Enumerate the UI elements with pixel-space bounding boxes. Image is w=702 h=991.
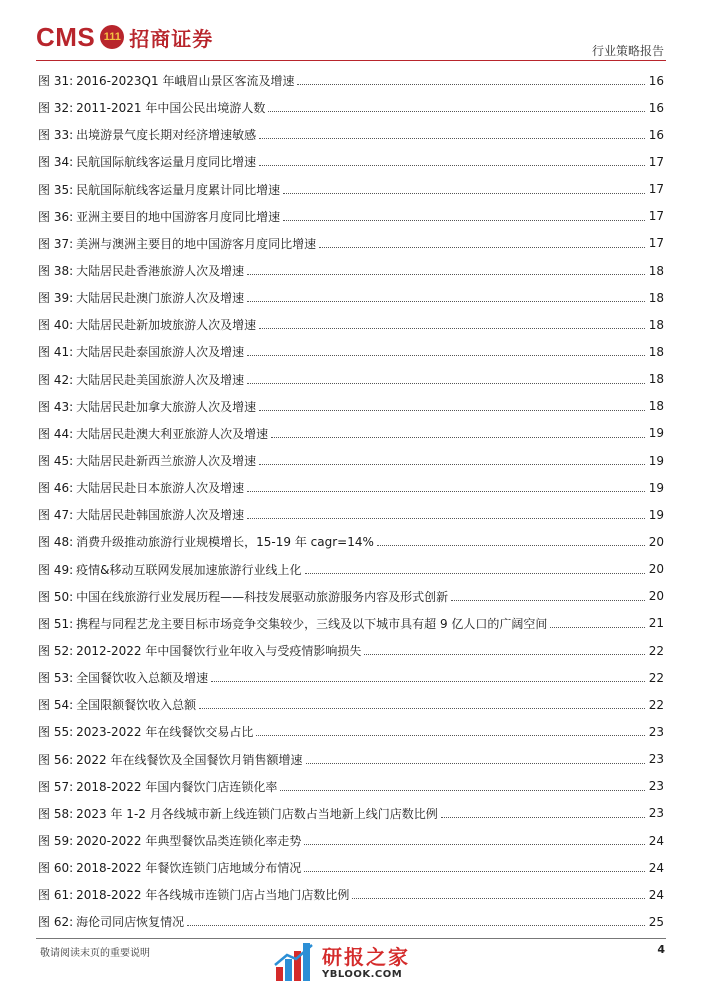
logo-latin-text: CMS — [36, 21, 96, 52]
watermark-chinese: 研报之家 — [322, 944, 410, 969]
toc-entry[interactable] — [38, 284, 664, 311]
figure-page-number: 16 — [648, 127, 664, 142]
leader-dots — [305, 573, 646, 574]
figure-page-number: 20 — [648, 562, 664, 577]
figure-page-number: 17 — [648, 236, 664, 251]
leader-dots — [187, 925, 645, 926]
toc-entry[interactable] — [38, 148, 664, 175]
leader-dots — [441, 817, 645, 818]
leader-dots — [259, 464, 645, 465]
figure-page-number: 20 — [648, 589, 664, 604]
figure-page-number: 21 — [648, 616, 664, 631]
figure-title: 大陆居民赴新加坡旅游人次及增速 — [76, 316, 259, 333]
toc-entry[interactable] — [38, 447, 664, 474]
toc-entry[interactable] — [38, 311, 664, 338]
figure-page-number: 22 — [648, 643, 664, 658]
toc-entry[interactable] — [38, 773, 664, 800]
figure-title: 大陆居民赴澳门旅游人次及增速 — [76, 289, 247, 306]
figure-title: 消费升级推动旅游行业规模增长，15-19 年 cagr=14% — [76, 533, 377, 550]
figure-page-number: 17 — [648, 154, 664, 169]
figure-label: 图 62: — [38, 913, 76, 930]
figure-page-number: 16 — [648, 73, 664, 88]
figure-page-number: 16 — [648, 100, 664, 115]
footer-divider — [36, 938, 666, 939]
leader-dots — [259, 328, 645, 329]
figure-page-number: 23 — [648, 752, 664, 767]
leader-dots — [247, 518, 645, 519]
toc-entry[interactable] — [38, 556, 664, 583]
leader-dots — [268, 111, 645, 112]
figure-label: 图 61: — [38, 886, 76, 903]
figure-label: 图 36: — [38, 208, 76, 225]
figure-title: 大陆居民赴泰国旅游人次及增速 — [76, 343, 247, 360]
toc-entry[interactable] — [38, 420, 664, 447]
toc-entry[interactable] — [38, 230, 664, 257]
toc-entry[interactable] — [38, 257, 664, 284]
toc-entry[interactable] — [38, 746, 664, 773]
leader-dots — [352, 898, 645, 899]
figure-label: 图 50: — [38, 588, 76, 605]
leader-dots — [297, 84, 645, 85]
toc-entry[interactable] — [38, 664, 664, 691]
figure-page-number: 17 — [648, 182, 664, 197]
figure-title: 大陆居民赴美国旅游人次及增速 — [76, 371, 247, 388]
page-number: 4 — [657, 943, 665, 956]
figure-page-number: 18 — [648, 372, 664, 387]
figure-title: 大陆居民赴日本旅游人次及增速 — [76, 479, 247, 496]
figure-label: 图 42: — [38, 371, 76, 388]
figure-label: 图 41: — [38, 343, 76, 360]
figure-title: 2023 年 1-2 月各线城市新上线连锁门店数占当地新上线门店数比例 — [76, 805, 441, 822]
leader-dots — [247, 274, 645, 275]
figure-page-number: 24 — [648, 860, 664, 875]
leader-dots — [259, 410, 645, 411]
figure-label: 图 53: — [38, 669, 76, 686]
figure-label: 图 46: — [38, 479, 76, 496]
figure-page-number: 18 — [648, 290, 664, 305]
leader-dots — [283, 193, 645, 194]
toc-entry[interactable] — [38, 610, 664, 637]
figure-title: 全国餐饮收入总额及增速 — [76, 669, 211, 686]
figure-title: 中国在线旅游行业发展历程——科技发展驱动旅游服务内容及形式创新 — [76, 588, 451, 605]
figure-label: 图 39: — [38, 289, 76, 306]
figure-list — [38, 67, 664, 936]
figure-label: 图 31: — [38, 72, 76, 89]
figure-title: 全国限额餐饮收入总额 — [76, 696, 199, 713]
figure-title: 2018-2022 年餐饮连锁门店地域分布情况 — [76, 859, 304, 876]
logo-chinese-text: 招商证券 — [129, 26, 214, 51]
toc-entry[interactable] — [38, 121, 664, 148]
figure-page-number: 24 — [648, 833, 664, 848]
figure-title: 大陆居民赴新西兰旅游人次及增速 — [76, 452, 259, 469]
figure-title: 大陆居民赴香港旅游人次及增速 — [76, 262, 247, 279]
figure-label: 图 35: — [38, 181, 76, 198]
toc-entry[interactable] — [38, 881, 664, 908]
figure-page-number: 23 — [648, 779, 664, 794]
figure-label: 图 48: — [38, 533, 76, 550]
figure-label: 图 58: — [38, 805, 76, 822]
toc-entry[interactable] — [38, 800, 664, 827]
figure-title: 2012-2022 年中国餐饮行业年收入与受疫情影响损失 — [76, 642, 364, 659]
figure-label: 图 37: — [38, 235, 76, 252]
leader-dots — [211, 681, 645, 682]
figure-label: 图 33: — [38, 126, 76, 143]
toc-entry[interactable] — [38, 474, 664, 501]
leader-dots — [304, 844, 645, 845]
leader-dots — [259, 165, 645, 166]
figure-label: 图 34: — [38, 153, 76, 170]
figure-title: 出境游景气度长期对经济增速敏感 — [76, 126, 259, 143]
toc-entry[interactable] — [38, 583, 664, 610]
leader-dots — [306, 763, 646, 764]
document-type: 行业策略报告 — [591, 44, 664, 58]
figure-title: 2018-2022 年国内餐饮门店连锁化率 — [76, 778, 280, 795]
company-logo — [36, 22, 213, 52]
leader-dots — [364, 654, 645, 655]
watermark-url: YBLOOK.COM — [322, 968, 403, 980]
bar-chart-icon — [274, 941, 318, 983]
figure-title: 民航国际航线客运量月度同比增速 — [76, 153, 259, 170]
figure-page-number: 25 — [648, 914, 664, 929]
leader-dots — [550, 627, 645, 628]
leader-dots — [304, 871, 645, 872]
toc-entry[interactable] — [38, 67, 664, 94]
figure-title: 2020-2022 年典型餐饮品类连锁化率走势 — [76, 832, 304, 849]
figure-label: 图 32: — [38, 99, 76, 116]
leader-dots — [280, 790, 645, 791]
figure-page-number: 19 — [648, 426, 664, 441]
logo-emblem-icon: 111 — [100, 25, 124, 49]
figure-label: 图 52: — [38, 642, 76, 659]
figure-label: 图 60: — [38, 859, 76, 876]
figure-label: 图 47: — [38, 506, 76, 523]
figure-title: 2022 年在线餐饮及全国餐饮月销售额增速 — [76, 751, 305, 768]
watermark — [274, 941, 410, 983]
figure-label: 图 43: — [38, 398, 76, 415]
figure-page-number: 23 — [648, 806, 664, 821]
figure-title: 海伦司同店恢复情况 — [76, 913, 187, 930]
toc-entry[interactable] — [38, 854, 664, 881]
figure-title: 疫情&移动互联网发展加速旅游行业线上化 — [76, 561, 304, 578]
figure-page-number: 18 — [648, 344, 664, 359]
leader-dots — [271, 437, 645, 438]
leader-dots — [247, 491, 645, 492]
header-divider — [36, 60, 666, 61]
leader-dots — [451, 600, 645, 601]
figure-label: 图 54: — [38, 696, 76, 713]
figure-label: 图 38: — [38, 262, 76, 279]
leader-dots — [319, 247, 645, 248]
toc-entry[interactable] — [38, 393, 664, 420]
figure-page-number: 23 — [648, 724, 664, 739]
leader-dots — [377, 545, 645, 546]
figure-page-number: 19 — [648, 480, 664, 495]
figure-title: 2023-2022 年在线餐饮交易占比 — [76, 723, 256, 740]
toc-entry[interactable] — [38, 637, 664, 664]
figure-page-number: 19 — [648, 507, 664, 522]
figure-label: 图 44: — [38, 425, 76, 442]
leader-dots — [247, 301, 645, 302]
figure-label: 图 45: — [38, 452, 76, 469]
figure-page-number: 18 — [648, 263, 664, 278]
figure-title: 大陆居民赴韩国旅游人次及增速 — [76, 506, 247, 523]
figure-title: 美洲与澳洲主要目的地中国游客月度同比增速 — [76, 235, 319, 252]
toc-entry[interactable] — [38, 691, 664, 718]
figure-label: 图 59: — [38, 832, 76, 849]
figure-label: 图 49: — [38, 561, 76, 578]
figure-title: 亚洲主要目的地中国游客月度同比增速 — [76, 208, 283, 225]
figure-title: 大陆居民赴加拿大旅游人次及增速 — [76, 398, 259, 415]
figure-title: 大陆居民赴澳大利亚旅游人次及增速 — [76, 425, 271, 442]
figure-label: 图 57: — [38, 778, 76, 795]
figure-page-number: 19 — [648, 453, 664, 468]
figure-label: 图 51: — [38, 615, 76, 632]
toc-entry[interactable] — [38, 338, 664, 365]
leader-dots — [199, 708, 645, 709]
figure-page-number: 20 — [648, 534, 664, 549]
toc-entry[interactable] — [38, 827, 664, 854]
figure-label: 图 55: — [38, 723, 76, 740]
toc-entry[interactable] — [38, 528, 664, 555]
disclaimer-note: 敬请阅读末页的重要说明 — [40, 948, 150, 959]
leader-dots — [283, 220, 645, 221]
figure-label: 图 40: — [38, 316, 76, 333]
figure-title: 2018-2022 年各线城市连锁门店占当地门店数比例 — [76, 886, 352, 903]
leader-dots — [259, 138, 645, 139]
figure-title: 民航国际航线客运量月度累计同比增速 — [76, 181, 283, 198]
figure-title: 携程与同程艺龙主要目标市场竞争交集较少，三线及以下城市具有超 9 亿人口的广阔空间 — [76, 615, 550, 632]
figure-page-number: 18 — [648, 399, 664, 414]
leader-dots — [247, 355, 645, 356]
figure-page-number: 22 — [648, 670, 664, 685]
figure-page-number: 24 — [648, 887, 664, 902]
page-header — [36, 22, 666, 58]
figure-page-number: 17 — [648, 209, 664, 224]
toc-entry[interactable] — [38, 203, 664, 230]
leader-dots — [256, 735, 645, 736]
figure-page-number: 18 — [648, 317, 664, 332]
leader-dots — [247, 383, 645, 384]
figure-title: 2011-2021 年中国公民出境游人数 — [76, 99, 268, 116]
toc-entry[interactable] — [38, 908, 664, 935]
toc-entry[interactable] — [38, 94, 664, 121]
toc-entry[interactable] — [38, 176, 664, 203]
figure-title: 2016-2023Q1 年峨眉山景区客流及增速 — [76, 72, 297, 89]
toc-entry[interactable] — [38, 501, 664, 528]
figure-page-number: 22 — [648, 697, 664, 712]
toc-entry[interactable] — [38, 718, 664, 745]
toc-entry[interactable] — [38, 366, 664, 393]
figure-label: 图 56: — [38, 751, 76, 768]
